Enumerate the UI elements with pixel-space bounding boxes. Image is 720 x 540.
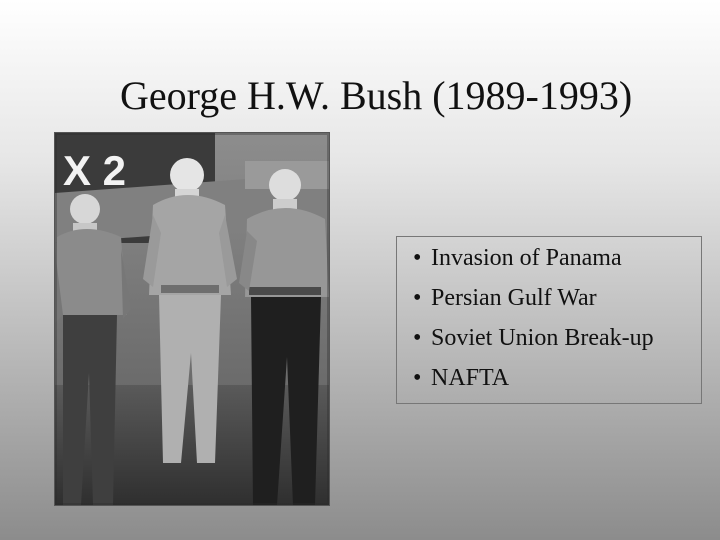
bullet-text: Soviet Union Break-up [431, 325, 654, 351]
historical-photo [54, 132, 330, 506]
bullet-item-nafta [413, 365, 701, 405]
bullet-list [397, 237, 701, 405]
bullet-marker: • [413, 285, 422, 311]
slide-title: George H.W. Bush (1989-1993) [120, 73, 633, 118]
aircraft-marking: X 2 [63, 147, 127, 194]
bullet-text: Invasion of Panama [431, 245, 622, 271]
bullet-item-soviet-union [413, 325, 701, 365]
bullet-text: NAFTA [431, 365, 510, 391]
three-navy-airmen-photo [55, 133, 329, 505]
bullet-marker: • [413, 365, 422, 391]
bullet-marker: • [413, 325, 422, 351]
bullet-marker: • [413, 245, 422, 271]
bullet-item-panama [413, 245, 701, 285]
bullet-box [396, 236, 702, 404]
bullet-item-persian-gulf [413, 285, 701, 325]
bullet-text: Persian Gulf War [431, 285, 597, 311]
